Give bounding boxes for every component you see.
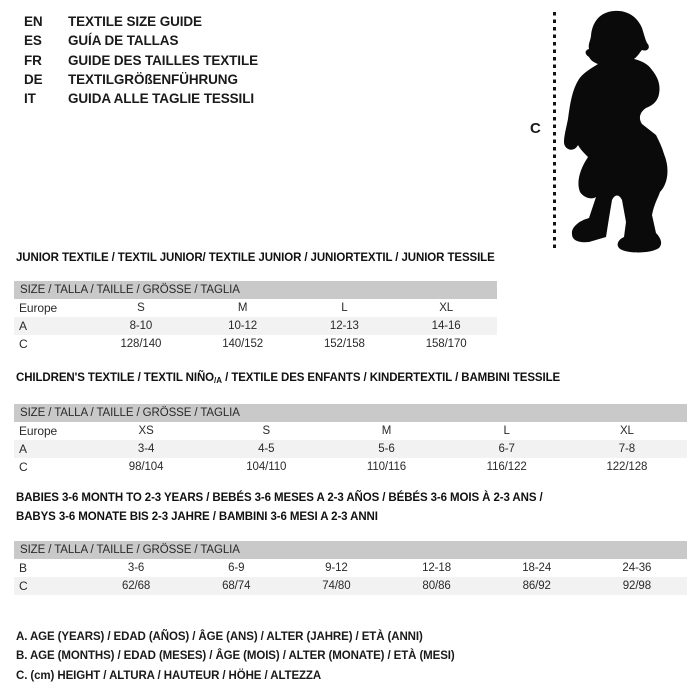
legend-line-c: C. (cm) HEIGHT / ALTURA / HAUTEUR / HÖHE / ALTEZZA: [16, 669, 322, 682]
junior-table-title: JUNIOR TEXTILE / TEXTIL JUNIOR/ TEXTILE JUNIOR / JUNIORTEXTIL / JUNIOR TESSILE: [16, 252, 495, 264]
size-cell: 128/140: [120, 338, 162, 350]
size-cell: S: [137, 302, 145, 314]
table-row-height: [14, 335, 497, 353]
legend-line-b: B. AGE (MONTHS) / EDAD (MESES) / ÂGE (MOIS) / ALTER (MONATE) / ETÀ (MESI): [16, 650, 455, 663]
lang-code-es: ES: [24, 33, 42, 49]
table-row-europe: [14, 422, 687, 440]
row-label: C: [19, 579, 28, 593]
size-cell: 3-4: [137, 443, 155, 455]
size-cell: 14-16: [431, 320, 461, 332]
row-label: Europe: [19, 301, 58, 315]
row-label: Europe: [19, 424, 58, 438]
legend-line-a: A. AGE (YEARS) / EDAD (AÑOS) / ÂGE (ANS) / ALTER (JAHRE) / ETÀ (ANNI): [16, 631, 423, 643]
babies-title-line1: BABIES 3-6 MONTH TO 2-3 YEARS / BEBÉS 3-6 MESES A 2-3 AÑOS / BÉBÉS 3-6 MOIS À 2-3 ANS /: [16, 492, 543, 504]
lang-title-en: TEXTILE SIZE GUIDE: [68, 14, 202, 29]
row-label: A: [19, 319, 27, 333]
size-cell: 6-7: [498, 443, 515, 455]
size-cell: 152/158: [323, 338, 365, 350]
size-cell: 110/116: [366, 461, 407, 473]
table-row-age: [14, 440, 687, 458]
size-cell: 3-6: [127, 562, 145, 574]
height-measure-line: [553, 12, 556, 248]
row-label: A: [19, 442, 27, 456]
children-size-table: [14, 422, 687, 476]
size-cell: 86/92: [522, 580, 551, 592]
toddler-silhouette-icon: [562, 4, 692, 256]
size-cell: 98/104: [128, 461, 164, 473]
height-measure-figure: [520, 4, 692, 256]
babies-table-title: [14, 489, 687, 527]
size-cell: S: [262, 425, 271, 437]
size-cell: L: [503, 425, 510, 437]
row-label: C: [19, 460, 28, 474]
table-row-height: [14, 458, 687, 476]
lang-code-fr: FR: [24, 52, 42, 68]
size-cell: 62/68: [121, 580, 151, 592]
measure-label-c: C: [530, 120, 541, 137]
lang-title-es: GUÍA DE TALLAS: [68, 33, 179, 49]
size-cell: 18-24: [522, 562, 552, 574]
size-cell: 8-10: [129, 320, 153, 332]
lang-title-it: GUIDA ALLE TAGLIE TESSILI: [68, 91, 254, 107]
size-cell: XL: [439, 302, 454, 314]
size-cell: 10-12: [228, 320, 258, 332]
size-cell: XL: [619, 425, 634, 437]
size-cell: 92/98: [622, 580, 652, 592]
language-list: [24, 12, 258, 108]
babies-size-table: [14, 559, 687, 595]
size-cell: 12-18: [422, 562, 451, 574]
babies-size-header: SIZE / TALLA / TAILLE / GRÖSSE / TAGLIA: [14, 541, 687, 559]
lang-code-it: IT: [24, 91, 36, 107]
size-cell: 140/152: [222, 338, 264, 350]
table-row-age: [14, 317, 497, 335]
size-cell: 12-13: [329, 320, 359, 332]
size-cell: L: [341, 302, 348, 314]
junior-size-header: SIZE / TALLA / TAILLE / GRÖSSE / TAGLIA: [14, 281, 497, 299]
size-cell: 74/80: [322, 580, 351, 592]
measurement-legend: [16, 628, 455, 686]
size-cell: 24-36: [622, 562, 652, 574]
row-label: C: [19, 337, 28, 351]
children-title-post: / TEXTILE DES ENFANTS / KINDERTEXTIL / BAMBINI TESSILE: [222, 372, 561, 384]
size-cell: 158/170: [425, 338, 467, 350]
size-cell: 4-5: [258, 443, 275, 455]
size-cell: 5-6: [378, 443, 395, 455]
row-label: B: [19, 561, 27, 575]
lang-title-fr: GUIDE DES TAILLES TEXTILE: [68, 52, 259, 68]
children-table-title: [14, 372, 687, 387]
size-cell: M: [237, 302, 248, 314]
children-size-header: SIZE / TALLA / TAILLE / GRÖSSE / TAGLIA: [14, 404, 687, 422]
size-cell: 80/86: [422, 580, 451, 592]
table-row-height: [14, 577, 687, 595]
lang-title-de: TEXTILGRÖßENFÜHRUNG: [68, 71, 238, 87]
babies-table-section: [14, 489, 687, 595]
table-row-age-months: [14, 559, 687, 577]
table-row-europe: [14, 299, 497, 317]
lang-code-en: EN: [24, 14, 43, 29]
lang-code-de: DE: [24, 71, 43, 87]
children-title-sub: /A: [214, 376, 223, 385]
babies-title-line2: BABYS 3-6 MONATE BIS 2-3 JAHRE / BAMBINI 3-6 MESI A 2-3 ANNI: [16, 511, 378, 523]
size-cell: 122/128: [606, 461, 648, 473]
size-cell: 104/110: [246, 461, 287, 473]
size-cell: M: [381, 425, 392, 437]
size-cell: 68/74: [222, 580, 251, 592]
size-cell: 7-8: [618, 443, 636, 455]
size-cell: 6-9: [228, 562, 245, 574]
junior-table-section: [14, 252, 497, 353]
children-table-section: [14, 372, 687, 476]
children-title-pre: CHILDREN'S TEXTILE / TEXTIL NIÑO: [16, 372, 215, 384]
size-cell: XS: [138, 425, 154, 437]
size-cell: 116/122: [486, 461, 527, 473]
size-cell: 9-12: [325, 562, 348, 574]
junior-size-table: [14, 299, 497, 353]
